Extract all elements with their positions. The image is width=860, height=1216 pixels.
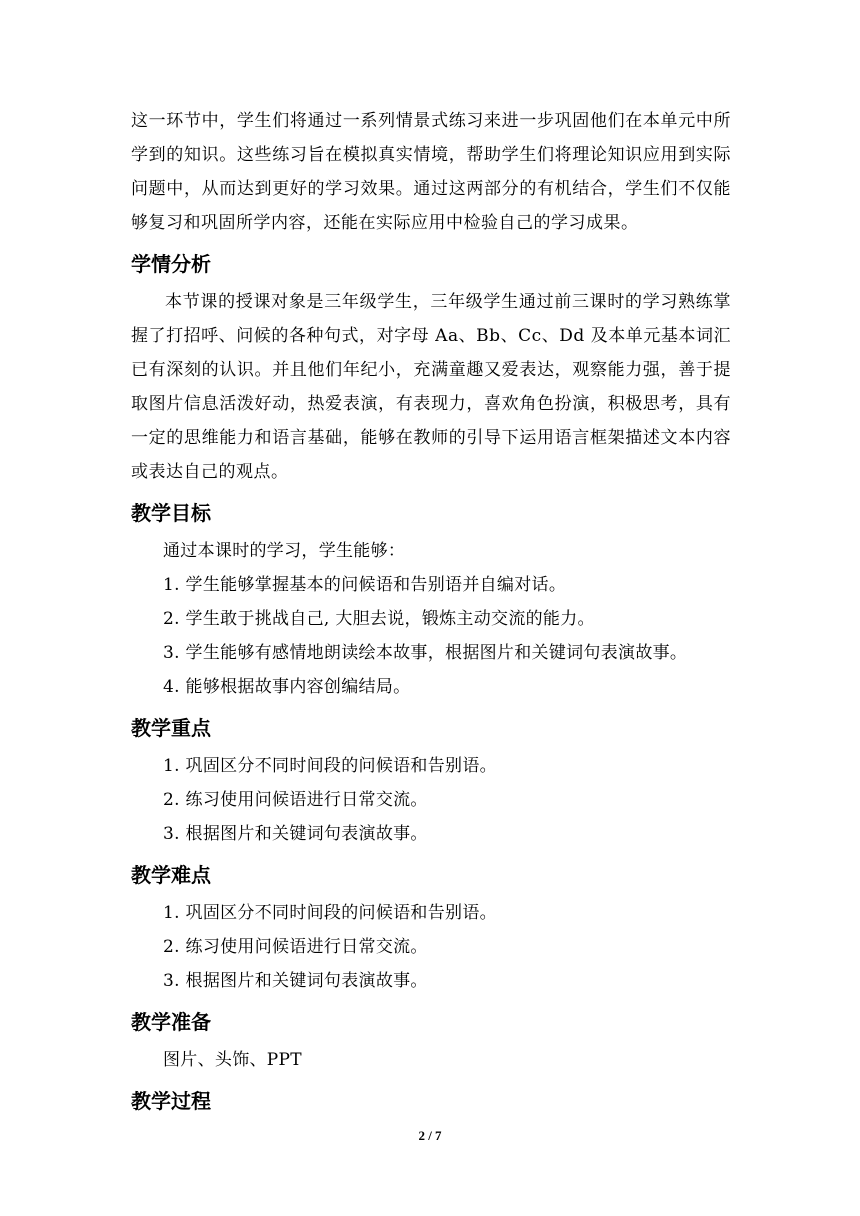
- goal-item: 4. 能够根据故事内容创编结局。: [163, 677, 411, 697]
- analysis-paragraph: 本节课的授课对象是三年级学生，三年级学生通过前三课时的学习熟练掌握了打招呼、问候的各种句式，对字母 Aa、Bb、Cc、Dd 及本单元基本词汇已有深刻的认识。并且他们年纪小，充满童趣又爱表达，观察能力强，善于提取图片信息活泼好动，热爱表演，有表现力，喜欢角色扮演，积极思考，具有一定的思维能力和语言基础，能够在教师的引导下运用语言框架描述文本内容或表达自己的观点。: [131, 292, 731, 482]
- intro-paragraph: 这一环节中，学生们将通过一系列情景式练习来进一步巩固他们在本单元中所学到的知识。这些练习旨在模拟真实情境，帮助学生们将理论知识应用到实际问题中，从而达到更好的学习效果。通过这两部分的有机结合，学生们不仅能够复习和巩固所学内容，还能在实际应用中检验自己的学习成果。: [131, 111, 731, 233]
- section-heading-key-points: 教学重点: [131, 716, 211, 740]
- page-number: 2 / 7: [418, 1128, 442, 1143]
- section-heading-difficulties: 教学难点: [131, 863, 211, 887]
- preparation-text: 图片、头饰、PPT: [163, 1050, 302, 1070]
- key-point-item: 1. 巩固区分不同时间段的问候语和告别语。: [163, 756, 497, 776]
- section-heading-preparation: 教学准备: [131, 1010, 211, 1034]
- difficulty-item: 1. 巩固区分不同时间段的问候语和告别语。: [163, 903, 497, 923]
- difficulty-item: 3. 根据图片和关键词句表演故事。: [163, 971, 428, 991]
- goal-item: 1. 学生能够掌握基本的问候语和告别语并自编对话。: [163, 575, 567, 595]
- document-body: [131, 104, 731, 1122]
- key-point-item: 3. 根据图片和关键词句表演故事。: [163, 824, 428, 844]
- goal-item: 2. 学生敢于挑战自己, 大胆去说，锻炼主动交流的能力。: [163, 609, 595, 629]
- goals-lead: 通过本课时的学习，学生能够：: [163, 541, 406, 561]
- key-point-item: 2. 练习使用问候语进行日常交流。: [163, 790, 428, 810]
- section-heading-analysis: 学情分析: [131, 252, 211, 276]
- section-heading-goals: 教学目标: [131, 501, 211, 525]
- difficulty-item: 2. 练习使用问候语进行日常交流。: [163, 937, 428, 957]
- section-heading-process: 教学过程: [131, 1089, 211, 1113]
- goal-item: 3. 学生能够有感情地朗读绘本故事，根据图片和关键词句表演故事。: [163, 643, 688, 663]
